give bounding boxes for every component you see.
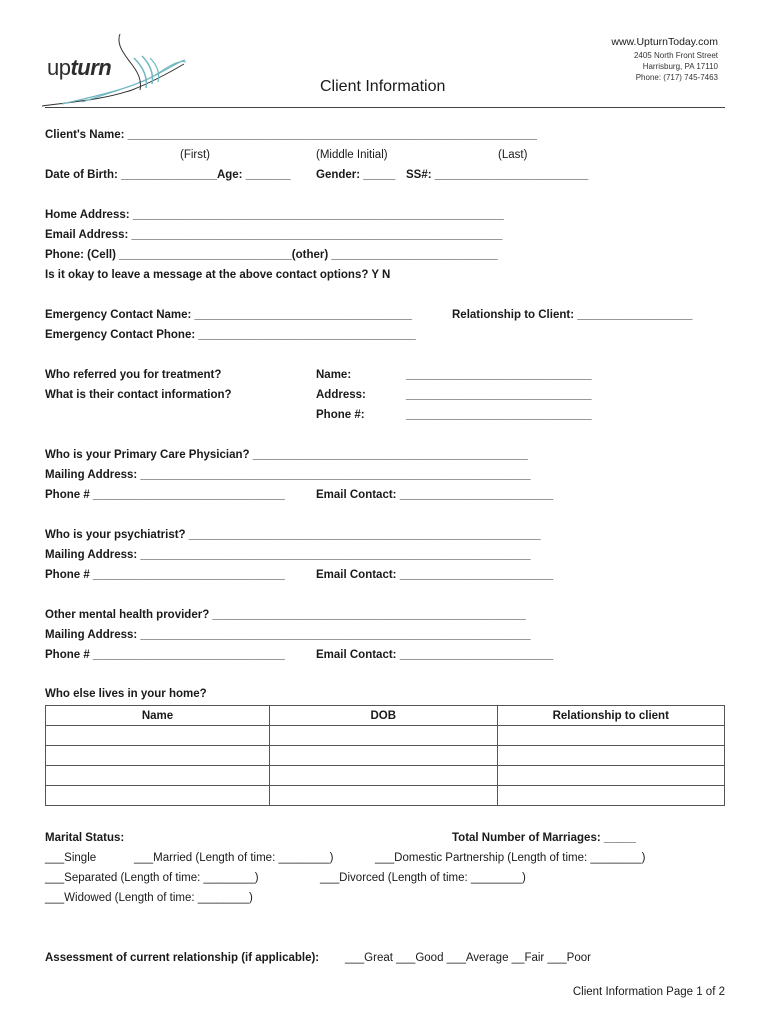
- referral-phone-line[interactable]: _____________________________: [406, 409, 592, 421]
- psychiatrist-field[interactable]: Who is your psychiatrist? _______________________________________________________: [45, 529, 541, 541]
- phone-field[interactable]: Phone: (Cell) ___________________________(other) __________________________: [45, 249, 498, 261]
- email-address-field[interactable]: Email Address: __________________________________________________________: [45, 229, 503, 241]
- table-cell[interactable]: [46, 726, 270, 746]
- referral-name-line[interactable]: _____________________________: [406, 369, 592, 381]
- dob-column-header: DOB: [270, 706, 497, 726]
- table-header-row: [46, 706, 725, 726]
- widowed-option[interactable]: ___Widowed (Length of time: ________): [45, 892, 253, 904]
- household-table: [45, 705, 725, 806]
- page-title: Client Information: [320, 78, 446, 95]
- table-cell[interactable]: [270, 726, 497, 746]
- psychiatrist-phone-field[interactable]: Phone # ______________________________: [45, 569, 285, 581]
- table-cell[interactable]: [270, 786, 497, 806]
- table-cell[interactable]: [46, 786, 270, 806]
- message-permission[interactable]: Is it okay to leave a message at the above contact options? Y N: [45, 269, 391, 281]
- assessment-options[interactable]: ___Great ___Good ___Average __Fair ___Poor: [345, 952, 591, 964]
- single-option[interactable]: ___Single: [45, 852, 97, 864]
- other-provider-phone-field[interactable]: Phone # ______________________________: [45, 649, 285, 661]
- table-row: [46, 786, 725, 806]
- table-row: [46, 726, 725, 746]
- table-cell[interactable]: [497, 766, 724, 786]
- pcp-phone-field[interactable]: Phone # ______________________________: [45, 489, 285, 501]
- psychiatrist-email-field[interactable]: Email Contact: ________________________: [316, 569, 554, 581]
- pcp-field[interactable]: Who is your Primary Care Physician? ___________________________________________: [45, 449, 528, 461]
- table-row: [46, 766, 725, 786]
- table-cell[interactable]: [497, 726, 724, 746]
- header-divider: [45, 107, 725, 108]
- ss-field[interactable]: SS#: ________________________: [406, 169, 589, 181]
- table-row: [46, 746, 725, 766]
- emergency-phone-field[interactable]: Emergency Contact Phone: __________________________________: [45, 329, 416, 341]
- domestic-partnership-option[interactable]: ___Domestic Partnership (Length of time: ________): [375, 852, 646, 864]
- table-cell[interactable]: [46, 746, 270, 766]
- pcp-mailing-field[interactable]: Mailing Address: _____________________________________________________________: [45, 469, 531, 481]
- address-street: 2405 North Front Street: [633, 51, 718, 60]
- other-provider-email-field[interactable]: Email Contact: ________________________: [316, 649, 554, 661]
- name-column-header: Name: [46, 706, 270, 726]
- referral-address-line[interactable]: _____________________________: [406, 389, 592, 401]
- address-city: Harrisburg, PA 17110: [642, 62, 718, 71]
- middle-initial-caption: (Middle Initial): [316, 149, 388, 161]
- referral-address-label: Address:: [316, 389, 366, 401]
- address-phone: Phone: (717) 745-7463: [635, 73, 718, 82]
- client-name-field[interactable]: Client's Name: ________________________________________________________________: [45, 129, 537, 141]
- assessment-label: Assessment of current relationship (if applicable):: [45, 952, 320, 964]
- home-address-field[interactable]: Home Address: __________________________________________________________: [45, 209, 504, 221]
- referral-name-label: Name:: [316, 369, 352, 381]
- dob-age-field[interactable]: Date of Birth: _______________Age: _______: [45, 169, 291, 181]
- website-link: www.UpturnToday.com: [611, 36, 718, 48]
- first-name-caption: (First): [180, 149, 211, 161]
- total-marriages-field[interactable]: Total Number of Marriages: _____: [452, 832, 636, 844]
- logo-wordmark: upturn: [47, 55, 112, 80]
- emergency-name-field[interactable]: Emergency Contact Name: __________________________________: [45, 309, 413, 321]
- married-option[interactable]: ___Married (Length of time: ________): [134, 852, 334, 864]
- table-cell[interactable]: [497, 746, 724, 766]
- table-cell[interactable]: [270, 766, 497, 786]
- table-cell[interactable]: [497, 786, 724, 806]
- pcp-email-field[interactable]: Email Contact: ________________________: [316, 489, 554, 501]
- referral-question: Who referred you for treatment?: [45, 369, 222, 381]
- table-cell[interactable]: [270, 746, 497, 766]
- last-name-caption: (Last): [498, 149, 528, 161]
- other-provider-field[interactable]: Other mental health provider? _________________________________________________: [45, 609, 526, 621]
- other-provider-mailing-field[interactable]: Mailing Address: _____________________________________________________________: [45, 629, 531, 641]
- gender-field[interactable]: Gender: _____: [316, 169, 396, 181]
- household-question: Who else lives in your home?: [45, 688, 207, 700]
- page-number: Client Information Page 1 of 2: [572, 986, 725, 998]
- separated-option[interactable]: ___Separated (Length of time: ________): [45, 872, 259, 884]
- referral-contact-question: What is their contact information?: [45, 389, 232, 401]
- relationship-column-header: Relationship to client: [497, 706, 724, 726]
- emergency-relationship-field[interactable]: Relationship to Client: __________________: [452, 309, 693, 321]
- table-cell[interactable]: [46, 766, 270, 786]
- divorced-option[interactable]: ___Divorced (Length of time: ________): [320, 872, 526, 884]
- referral-phone-label: Phone #:: [316, 409, 365, 421]
- psychiatrist-mailing-field[interactable]: Mailing Address: _____________________________________________________________: [45, 549, 531, 561]
- marital-status-label: Marital Status:: [45, 832, 125, 844]
